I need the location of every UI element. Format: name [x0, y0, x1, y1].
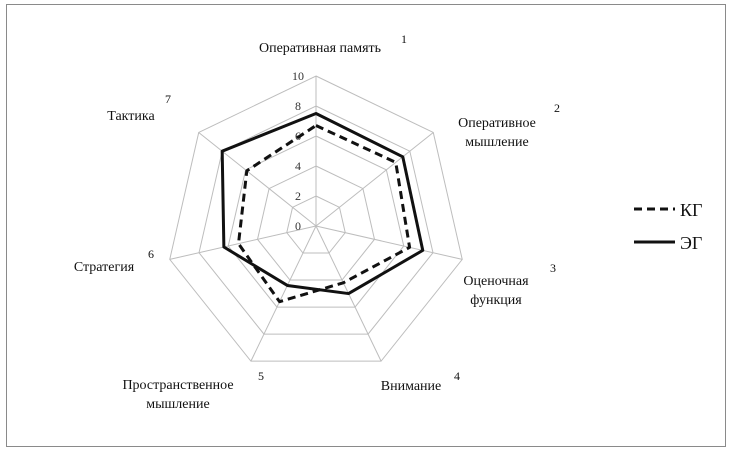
axis-label-7: Тактика: [107, 109, 155, 124]
tick-label: 4: [295, 159, 301, 173]
axis-number-2: 2: [554, 101, 560, 115]
grid-spoke: [316, 226, 462, 259]
axis-label-3: Оценочная: [463, 274, 529, 289]
legend: [634, 200, 702, 253]
tick-label: 10: [292, 69, 304, 83]
axis-number-4: 4: [454, 369, 460, 383]
axis-number-6: 6: [148, 247, 154, 261]
tick-label: 2: [295, 189, 301, 203]
tick-label: 6: [295, 129, 301, 143]
axis-label-5: Пространственное: [122, 378, 234, 393]
tick-label: 0: [295, 219, 301, 233]
series-line-1: [238, 126, 409, 302]
axis-label-1: Оперативная память: [258, 41, 382, 56]
axis-label-2: мышление: [465, 135, 529, 150]
axis-number-7: 7: [165, 92, 171, 106]
radar-grid: [170, 76, 462, 361]
legend-label-2: ЭГ: [680, 233, 703, 253]
tick-label: 8: [295, 99, 301, 113]
axis-number-1: 1: [401, 32, 407, 46]
axis-label-5: мышление: [146, 397, 210, 412]
axis-number-5: 5: [258, 369, 264, 383]
radar-series: [222, 114, 423, 302]
axis-number-3: 3: [550, 261, 556, 275]
axis-labels: [74, 32, 560, 412]
grid-spoke: [199, 132, 316, 226]
axis-label-2: Оперативное: [458, 116, 536, 131]
axis-label-6: Стратегия: [73, 260, 135, 275]
axis-label-4: Внимание: [380, 379, 442, 394]
axis-label-3: функция: [470, 293, 522, 308]
series-line-2: [222, 114, 423, 294]
legend-label-1: КГ: [680, 200, 703, 220]
